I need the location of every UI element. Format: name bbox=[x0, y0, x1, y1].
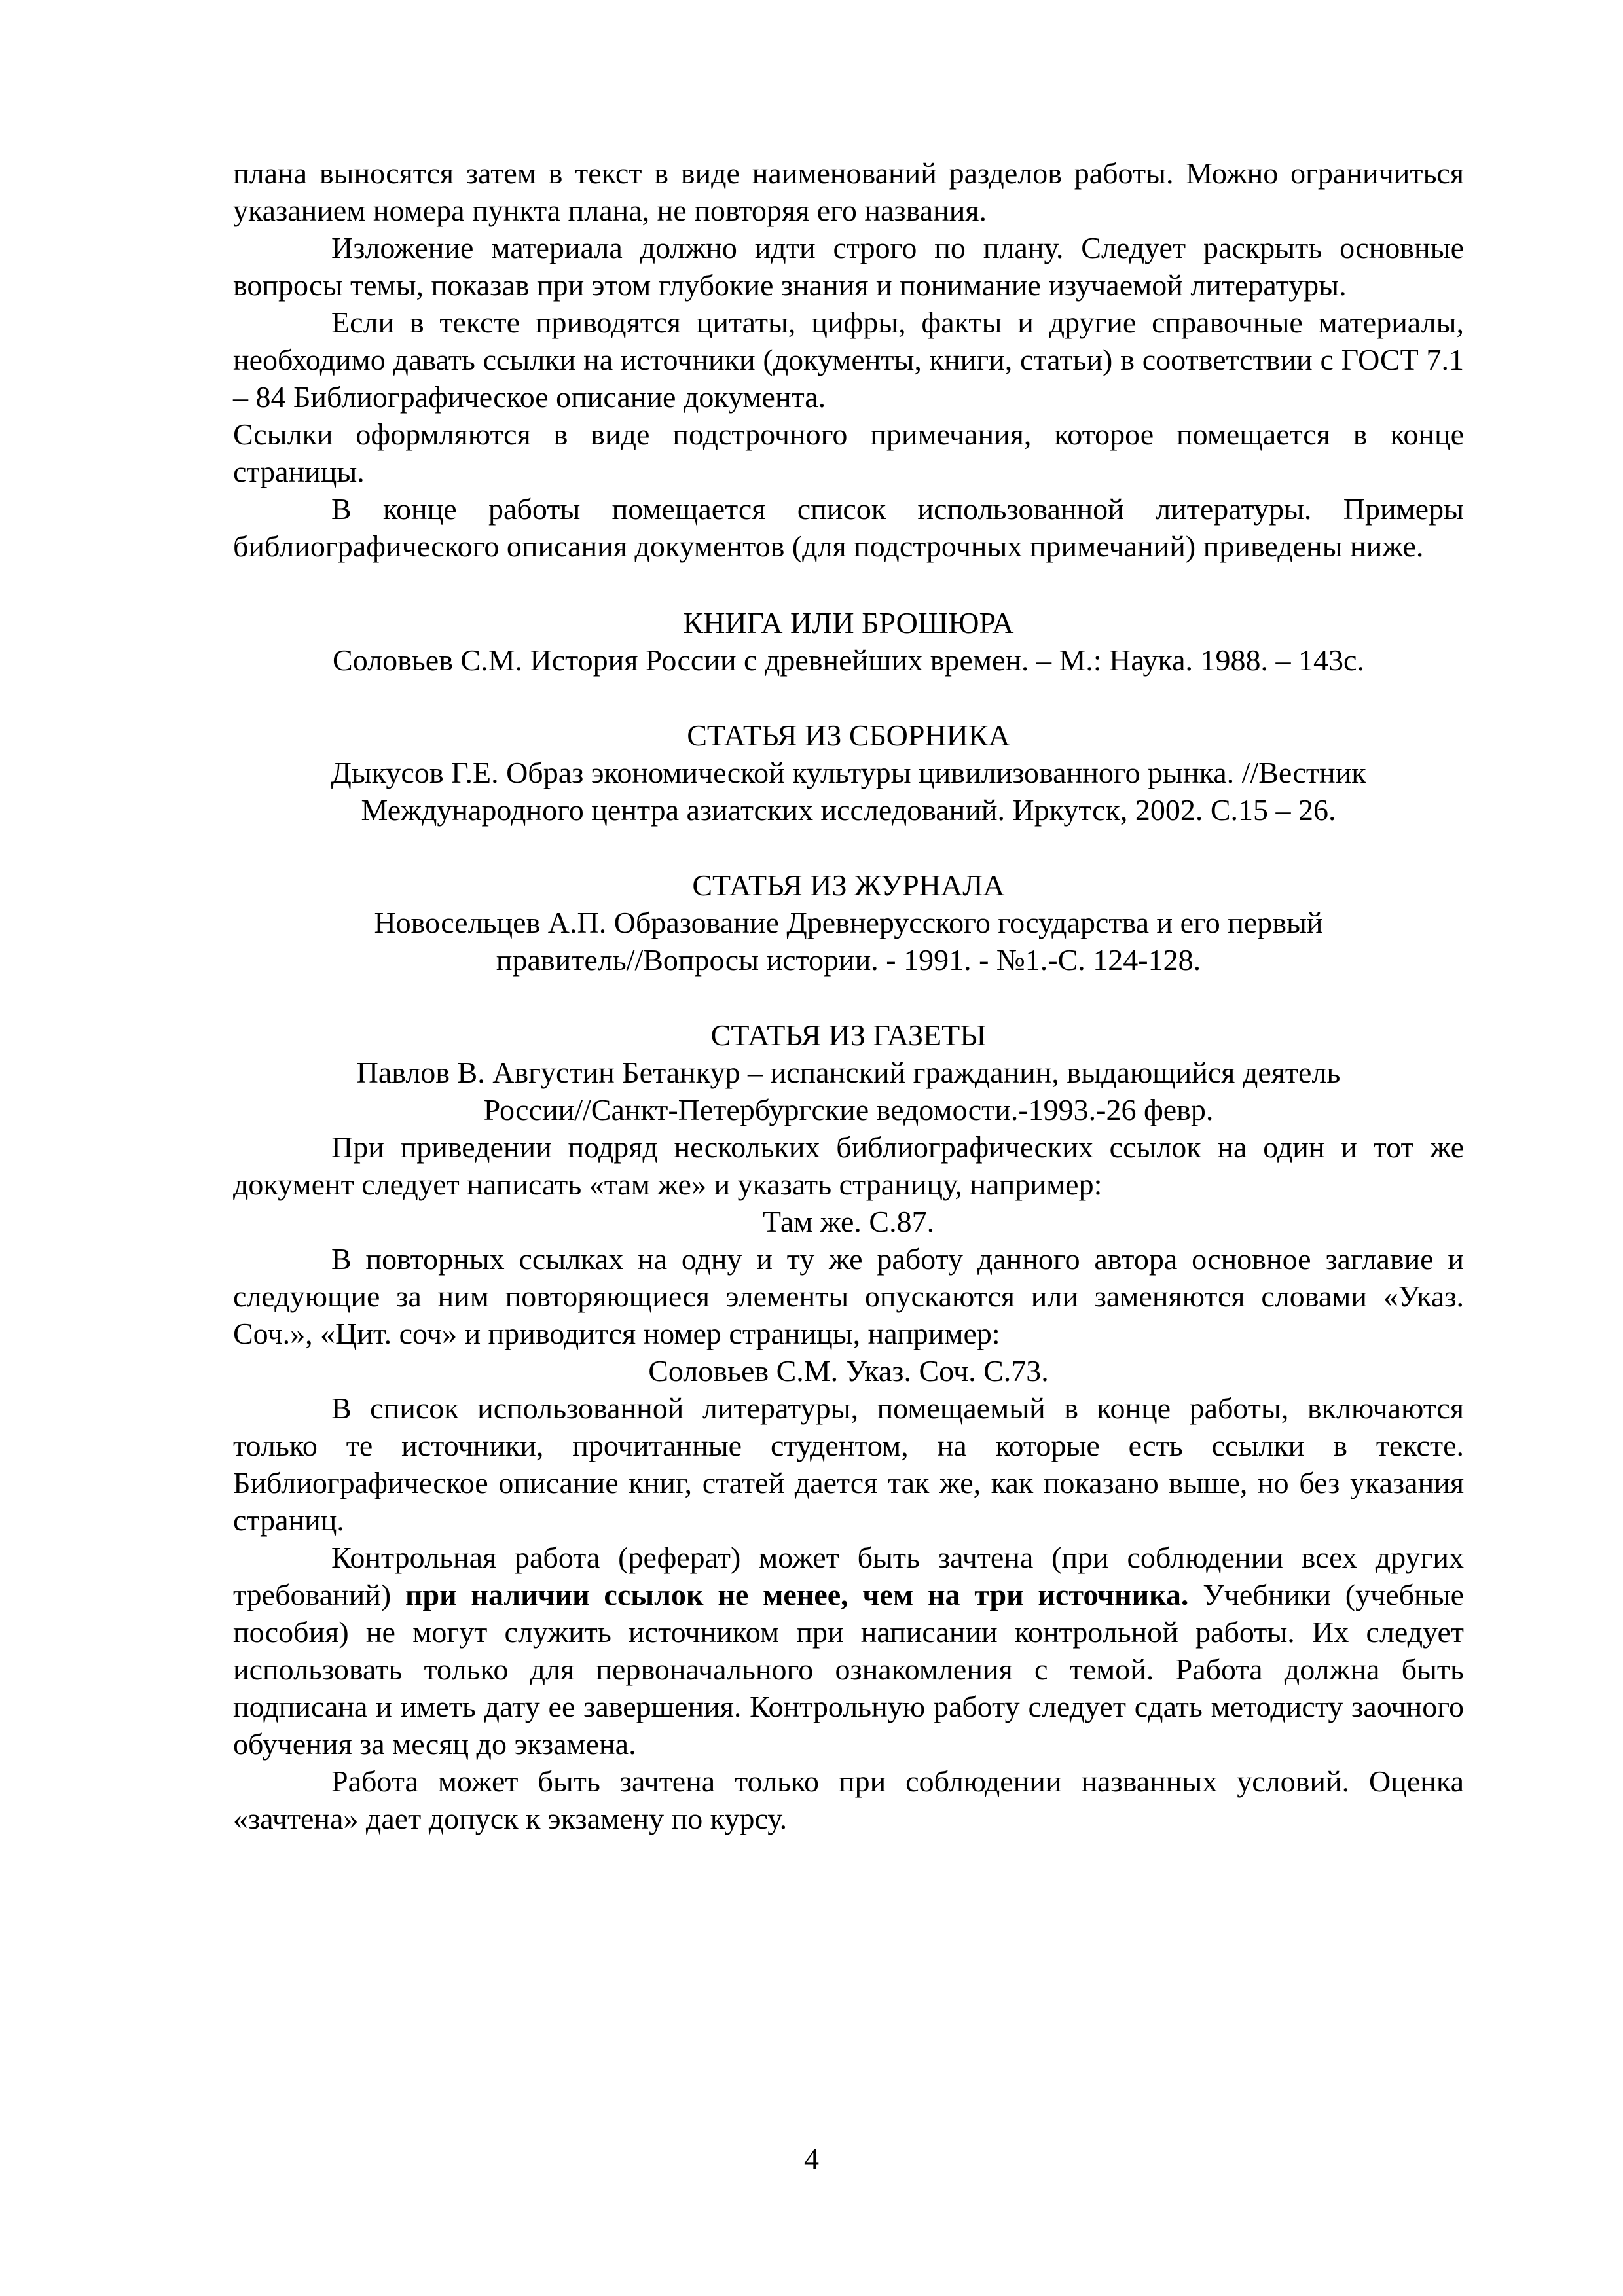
example-repeated-reference: Соловьев С.М. Указ. Соч. С.73. bbox=[648, 1354, 1049, 1388]
paragraph-final-conditions: Работа может быть зачтена только при соблюдении названных условий. Оценка «зачтена» дает допуск к экзамену по курсу. bbox=[233, 1765, 1464, 1835]
paragraph-repeated-reference: В повторных ссылках на одну и ту же работу данного автора основное заглавие и следующие за ним повторяющиеся элементы опускаются или заменяются словами «Указ. Соч.», «Цит. соч» и приводится номер страницы, например: bbox=[233, 1242, 1464, 1350]
example-book-line: Соловьев С.М. История России с древнейших времен. – М.: Наука. 1988. – 143с. bbox=[333, 643, 1364, 677]
paragraph-footnote-format: Ссылки оформляются в виде подстрочного примечания, которое помещается в конце страницы. bbox=[233, 418, 1464, 488]
paragraph-plan-sections: плана выносятся затем в текст в виде наименований разделов работы. Можно ограничиться указанием номера пункта плана, не повторяя его названия. bbox=[233, 156, 1464, 227]
example-collection-line-1: Дыкусов Г.Е. Образ экономической культуры цивилизованного рынка. //Вестник bbox=[331, 756, 1366, 789]
example-newspaper-line-1: Павлов В. Августин Бетанкур – испанский гражданин, выдающийся деятель bbox=[356, 1056, 1341, 1089]
paragraph-citations-gost: Если в тексте приводятся цитаты, цифры, факты и другие справочные материалы, необходимо давать ссылки на источники (документы, книги, статьи) в соответствии с ГОСТ 7.1 – 84 Библиографическое описание документа. bbox=[233, 306, 1464, 414]
paragraph-same-source: При приведении подряд нескольких библиографических ссылок на один и тот же документ следует написать «там же» и указать страницу, например: bbox=[233, 1130, 1464, 1201]
credit-text-after: Учебники (учебные пособия) не могут служить источником при написании контрольной работы. Их следует использовать только для первоначального ознакомления с темой. Работа должна быть подписана и иметь дату ее завершения. Контрольную работу следует сдать методисту заочного обучения за месяц до экзамена. bbox=[233, 1578, 1464, 1761]
paragraph-bibliography-rules: В список использованной литературы, помещаемый в конце работы, включаются только те источники, прочитанные студентом, на которые есть ссылки в тексте. Библиографическое описание книг, статей дается так же, как показано выше, но без указания страниц. bbox=[233, 1391, 1464, 1537]
example-journal-title: СТАТЬЯ ИЗ ЖУРНАЛА bbox=[692, 869, 1005, 902]
example-collection-title: СТАТЬЯ ИЗ СБОРНИКА bbox=[687, 719, 1010, 752]
example-newspaper bbox=[233, 1016, 1464, 1128]
paragraph-material-presentation: Изложение материала должно идти строго по плану. Следует раскрыть основные вопросы темы, показав при этом глубокие знания и понимание изучаемой литературы. bbox=[233, 231, 1464, 302]
page-number: 4 bbox=[804, 2142, 819, 2176]
credit-text-before: Контрольная работа (реферат) может быть зачтена (при соблюдении всех других требований) bbox=[233, 1541, 1464, 1611]
example-journal-line-1: Новосельцев А.П. Образование Древнерусского государства и его первый bbox=[374, 906, 1323, 939]
paragraph-reference-list: В конце работы помещается список использованной литературы. Примеры библиографического описания документов (для подстрочных примечаний) приведены ниже. bbox=[233, 492, 1464, 563]
example-journal-line-2: правитель//Вопросы истории. - 1991. - №1.-С. 124-128. bbox=[496, 943, 1201, 977]
document-page bbox=[233, 154, 1464, 1837]
credit-bold-requirement: при наличии ссылок не менее, чем на три источника. bbox=[405, 1578, 1189, 1611]
example-newspaper-line-2: России//Санкт-Петербургские ведомости.-1993.-26 февр. bbox=[483, 1093, 1214, 1126]
example-collection-line-2: Международного центра азиатских исследований. Иркутск, 2002. С.15 – 26. bbox=[361, 793, 1336, 827]
example-collection bbox=[233, 717, 1464, 829]
paragraph-credit-requirements bbox=[233, 1539, 1464, 1763]
example-book-title: КНИГА ИЛИ БРОШЮРА bbox=[683, 606, 1014, 639]
example-newspaper-title: СТАТЬЯ ИЗ ГАЗЕТЫ bbox=[710, 1018, 987, 1052]
example-book bbox=[233, 604, 1464, 679]
example-same-source: Там же. С.87. bbox=[762, 1205, 935, 1238]
example-journal bbox=[233, 867, 1464, 978]
